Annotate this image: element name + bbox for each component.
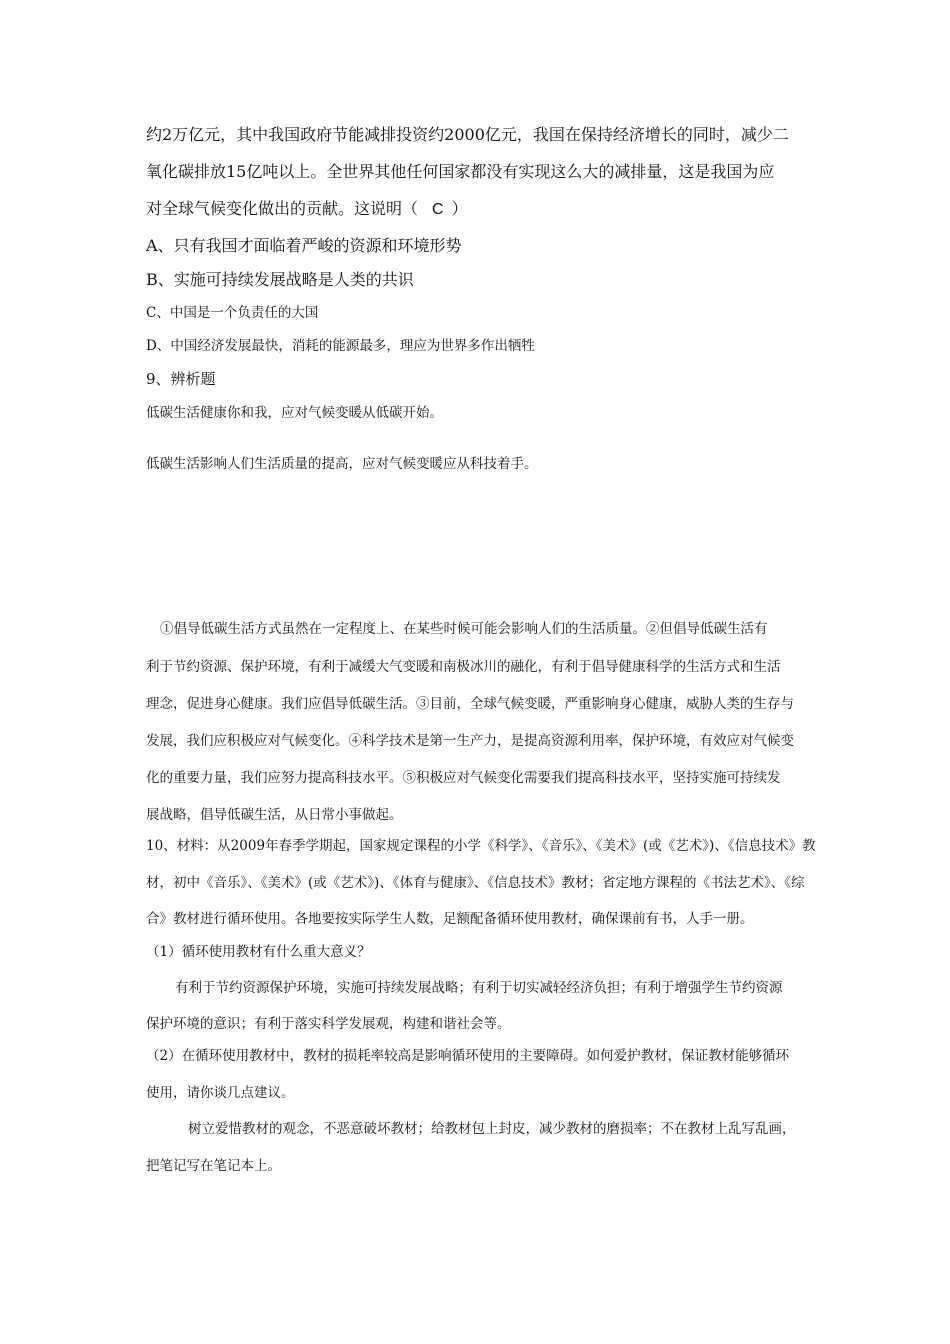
q9-statement-2: 低碳生活影响人们生活质量的提高，应对气候变暖应从科技着手。 (146, 456, 538, 472)
q10-sub2-answer-line-1: 树立爱惜教材的观念，不恶意破坏教材；给教材包上封皮，减少教材的磨损率；不在教材上乱写乱画， (188, 1121, 796, 1137)
q9-title: 9、辨析题 (146, 370, 216, 388)
q9-answer-line-5: 化的重要力量，我们应努力提高科技水平。⑤积极应对气候变化需要我们提高科技水平，坚持实施可持续发 (146, 770, 781, 786)
q8-option-d: D、中国经济发展最快，消耗的能源最多，理应为世界多作出牺牲 (146, 338, 535, 354)
q8-answer: C (432, 201, 444, 218)
q8-option-a: A、只有我国才面临着严峻的资源和环境形势 (146, 236, 462, 255)
q9-statement-1: 低碳生活健康你和我，应对气候变暖从低碳开始。 (146, 405, 443, 421)
q9-answer-line-4: 发展，我们应积极应对气候变化。④科学技术是第一生产力，是提高资源利用率，保护环境，有效应对气候变 (146, 733, 794, 749)
q9-answer-line-1: ①倡导低碳生活方式虽然在一定程度上、在某些时候可能会影响人们的生活质量。②但倡导低碳生活有 (160, 621, 768, 637)
q9-answer-line-2: 利于节约资源、保护环境，有利于减缓大气变暖和南极冰川的融化，有利于倡导健康科学的生活方式和生活 (146, 659, 781, 675)
q10-sub2-answer-line-2: 把笔记写在笔记本上。 (146, 1158, 281, 1174)
q10-material-line-3: 合》教材进行循环使用。各地要按实际学生人数，足额配备循环使用教材，确保课前有书，人手一册。 (146, 911, 754, 927)
q8-stem-close: ） (451, 199, 468, 218)
q8-stem-line-2: 氧化碳排放15亿吨以上。全世界其他任何国家都没有实现这么大的减排量，这是我国为应 (146, 162, 775, 181)
q10-sub2-question-line-2: 使用，请你谈几点建议。 (146, 1085, 295, 1101)
q10-sub1-answer-line-2: 保护环境的意识；有利于落实科学发展观，构建和谐社会等。 (146, 1016, 511, 1032)
q10-sub1-question: （1）循环使用教材有什么重大意义？ (146, 944, 371, 960)
q8-option-c: C、中国是一个负责任的大国 (146, 305, 319, 321)
q8-option-b: B、实施可持续发展战略是人类的共识 (146, 270, 414, 289)
q10-material-line-2: 材，初中《音乐》、《美术》(或《艺术》)、《体育与健康》、《信息技术》教材；省定地方课程的《书法艺术》、《综 (146, 875, 805, 891)
q9-answer-line-6: 展战略，倡导低碳生活，从日常小事做起。 (146, 807, 403, 823)
q10-sub2-question-line-1: （2）在循环使用教材中，教材的损耗率较高是影响循环使用的主要障碍。如何爱护教材，保证教材能够循环 (146, 1048, 790, 1064)
q9-answer-line-3: 理念，促进身心健康。我们应倡导低碳生活。③目前，全球气候变暖，严重影响身心健康，威胁人类的生存与 (146, 696, 794, 712)
q10-material-line-1: 10、材料：从2009年春季学期起，国家规定课程的小学《科学》、《音乐》、《美术》(或《艺术》)、《信息技术》教 (146, 838, 816, 854)
q8-stem-text: 对全球气候变化做出的贡献。这说明（ (146, 199, 419, 218)
q10-sub1-answer-line-1: 有利于节约资源保护环境，实施可持续发展战略；有利于切实减轻经济负担；有利于增强学生节约资源 (175, 980, 783, 996)
q8-stem-line-3 (146, 201, 468, 218)
q8-stem-line-1: 约2万亿元，其中我国政府节能减排投资约2000亿元，我国在保持经济增长的同时，减少二 (146, 125, 789, 144)
